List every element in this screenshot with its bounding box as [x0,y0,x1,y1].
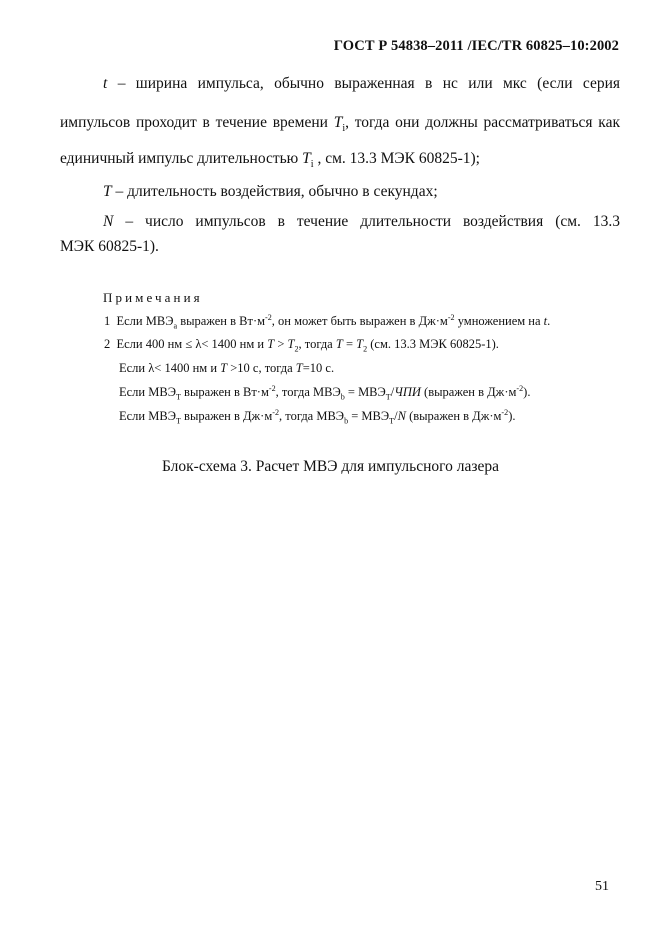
text: >10 с, тогда [227,361,296,375]
subscript: a [173,321,178,331]
symbol-T: T [295,361,303,375]
text: импульсов проходит в течение времени [60,114,334,131]
text: выражен в Вт·м [177,314,266,328]
subscript: T [385,392,391,402]
text: (см. 13.3 МЭК 60825-1). [367,337,499,351]
definition-N-line1 [60,212,620,232]
text: , см. 13.3 МЭК 60825-1); [317,150,480,167]
text: выражен в Дж·м [180,409,273,423]
symbol-N: N [397,409,406,423]
text: , тогда МВЭ [275,385,341,399]
text: Если МВЭ [119,409,176,423]
text: = [342,337,357,351]
symbol-t: t [103,75,108,92]
text: умножением на [454,314,544,328]
definition-T-text: – длительность воздействия, обычно в секундах; [115,183,438,200]
symbol-Ti: T [302,150,311,167]
definition-N-text: – число импульсов в течение длительности воздействия (см. 13.3 [125,213,620,230]
figure-caption: Блок-схема 3. Расчет МВЭ для импульсного лазера [161,458,500,475]
text: , тогда они должны рассматриваться как [345,114,620,131]
text: = МВЭ [348,409,390,423]
subscript: T [389,416,395,426]
note-2-case-a [119,360,334,376]
note-1 [104,313,550,329]
notes-title: Примечания [103,290,203,305]
text: , он может быть выражен в Дж·м [271,314,448,328]
text: , тогда [298,337,336,351]
text: ). [508,409,516,423]
text: (выражен в Дж·м [420,385,517,399]
note-number: 2 [104,337,111,351]
superscript: -2 [501,407,509,417]
text: = МВЭ [344,385,386,399]
note-number: 1 [104,314,111,328]
definition-T [60,182,620,202]
subscript: 2 [363,344,368,354]
text: Если 400 нм ≤ λ< 1400 нм и [116,337,268,351]
superscript: -2 [265,312,272,322]
definition-t-line2 [60,113,620,133]
text: Если МВЭ [119,385,176,399]
subscript: b [344,416,349,426]
subscript: T [175,392,181,402]
text: > [274,337,288,351]
symbol-T: T [220,361,228,375]
subscript: i [310,159,314,171]
symbol-T: T [103,183,112,200]
symbol-Ti: T [333,114,343,131]
symbol-T: T [335,337,343,351]
document-header: ГОСТ Р 54838–2011 /IEC/TR 60825–10:2002 [333,38,619,54]
symbol-T: T [287,337,295,351]
superscript: -2 [447,312,455,322]
note-2-case-c [119,408,515,424]
note-2 [104,336,499,352]
symbol-prf: ЧПИ [394,385,421,399]
subscript: 2 [294,344,299,354]
text: (выражен в Дж·м [405,409,502,423]
text: Если λ< 1400 нм и [119,361,221,375]
definition-t-line1 [60,74,620,94]
definition-t-text: – ширина импульса, обычно выраженная в нс или мкс (если серия [117,75,621,92]
subscript: T [175,416,181,426]
text: =10 с. [302,361,335,375]
subscript: i [342,123,346,135]
symbol-T: T [356,337,364,351]
superscript: -2 [272,407,280,417]
definition-N-line2: МЭК 60825-1). [60,238,159,255]
note-2-case-b [119,384,530,400]
symbol-T: T [267,337,275,351]
text: выражен в Вт·м [180,385,269,399]
text: / [390,385,395,399]
superscript: -2 [268,383,276,393]
page-number: 51 [595,879,609,894]
symbol-N: N [103,213,114,230]
subscript: b [340,392,345,402]
text: единичный импульс длительностью [60,150,303,167]
text: . [547,314,551,328]
text: / [394,409,398,423]
text: Если МВЭ [116,314,174,328]
text: , тогда МВЭ [279,409,345,423]
definition-t-line3 [60,149,620,169]
superscript: -2 [516,383,524,393]
symbol-t: t [543,314,548,328]
text: ). [523,385,531,399]
